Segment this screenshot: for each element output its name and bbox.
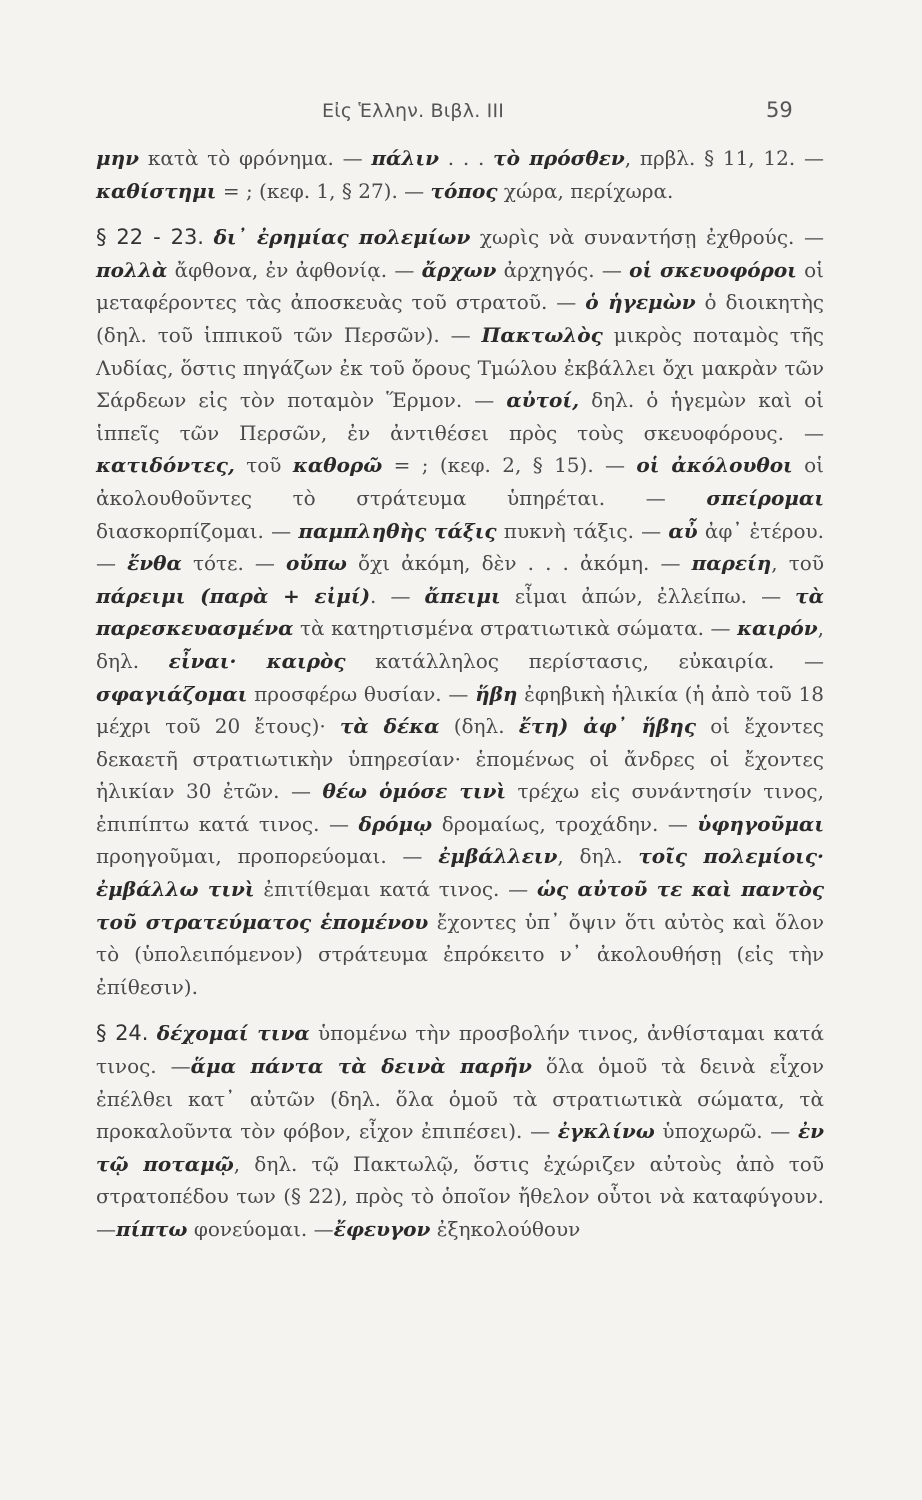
gloss-text: , τοῦ bbox=[771, 551, 824, 576]
lemma: παρείη bbox=[691, 551, 772, 576]
lemma: δέχομαί τινα bbox=[156, 1021, 310, 1046]
gloss-text: τοῦ bbox=[234, 453, 293, 478]
gloss-text: προσφέρω θυσίαν. — bbox=[247, 681, 476, 706]
gloss-text: , δηλ. bbox=[557, 844, 639, 869]
lemma: ἄπειμι bbox=[424, 583, 501, 608]
lemma: πίπτω bbox=[116, 1217, 188, 1241]
gloss-text: ἔχοντες ὑπ᾽ ὄψιν ὅτι αὐτὸς καὶ ὅλον τὸ (ὑπολειπόμενον) στράτευμα ἐπρόκειτο ν᾽ ἀκολουθήσῃ (εἰς τὴν ἐπίθεσιν). bbox=[96, 909, 824, 999]
lemma: τόπος bbox=[430, 178, 498, 203]
gloss-text: (δηλ. bbox=[439, 714, 519, 739]
lemma: δρόμῳ bbox=[358, 811, 433, 836]
lemma: τοῖς πολεμίοις· ἐμβάλλω τινὶ bbox=[96, 844, 824, 902]
gloss-text: , δηλ. τῷ Πακτωλῷ, ὅστις ἐχώριζεν αὐτοὺς ἀπὸ τοῦ στρατοπέδου των (§ 22), πρὸς τὸ ὁποῖον ἤθελον οὗτοι νὰ καταφύγουν. — bbox=[96, 1151, 824, 1241]
lemma: ἐν τῷ ποταμῷ bbox=[96, 1119, 824, 1176]
gloss-text: ὅλα ὁμοῦ τὰ δεινὰ εἶχον ἐπέλθει κατ᾽ αὐτῶν (δηλ. ὅλα ὁμοῦ τὰ στρατιωτικὰ σώματα, τὰ προκαλοῦντα τὸν φόβον, εἶχον ἐπιπέσει). — bbox=[96, 1054, 824, 1144]
lemma: αὐτοί, bbox=[506, 388, 580, 413]
gloss-text bbox=[148, 1021, 156, 1045]
gloss-text: = ; (κεφ. 1, § 27). — bbox=[216, 178, 431, 203]
gloss-text: δρομαίως, τροχάδην. — bbox=[432, 811, 698, 836]
lemma: οἱ ἀκόλουθοι bbox=[636, 453, 793, 478]
gloss-text: ὄχι ἀκόμη, δὲν . . . ἀκόμη. — bbox=[346, 551, 692, 576]
gloss-text: = ; (κεφ. 2, § 15). — bbox=[382, 453, 637, 478]
lemma: ὁ ἡγεμὼν bbox=[585, 290, 696, 315]
gloss-text: . . . bbox=[438, 146, 494, 170]
lemma: πάρειμι (παρὰ + εἰμί) bbox=[96, 583, 371, 608]
gloss-text: τρέχω εἰς συνάντησίν τινος, ἐπιπίπτω κατά τινος. — bbox=[96, 779, 824, 836]
section-number: § 24. bbox=[96, 1021, 149, 1046]
gloss-text: . — bbox=[370, 583, 425, 608]
lemma: οὔπω bbox=[286, 551, 347, 576]
lemma: ὡς αὐτοῦ τε καὶ παντὸς τοῦ στρατεύματος ἑπομένου bbox=[96, 877, 824, 934]
gloss-text: ἐπιτίθεμαι κατά τινος. — bbox=[254, 877, 537, 902]
lemma: σφαγιάζομαι bbox=[96, 681, 248, 706]
lemma: ἔτη) ἀφ᾽ ἥβης bbox=[518, 714, 697, 739]
lemma: θέω ὁμόσε τινὶ bbox=[322, 779, 507, 804]
paragraph-section-22-23 bbox=[96, 221, 824, 1003]
lemma: τὸ πρόσθεν bbox=[493, 146, 625, 170]
paragraph-section-24 bbox=[96, 1017, 824, 1245]
lemma: κατιδόντες, bbox=[96, 453, 235, 478]
gloss-text: ἀρχηγός. — bbox=[496, 257, 630, 282]
lemma: ἐγκλίνω bbox=[557, 1119, 655, 1144]
commentary-body bbox=[96, 142, 824, 1246]
page-number: 59 bbox=[766, 98, 793, 122]
lemma: ἐμβάλλειν bbox=[438, 844, 558, 869]
lemma: Πακτωλὸς bbox=[481, 322, 603, 347]
lemma: ἥβη bbox=[475, 681, 518, 706]
lemma: παμπληθὴς τάξις bbox=[298, 518, 497, 543]
lemma: καιρόν bbox=[737, 616, 818, 641]
lemma: εἶναι· καιρὸς bbox=[168, 648, 346, 673]
gloss-text: τὰ κατηρτισμένα στρατιωτικὰ σώματα. — bbox=[293, 616, 738, 641]
lemma: σπείρομαι bbox=[706, 485, 824, 510]
gloss-text: πυκνὴ τάξις. — bbox=[496, 518, 669, 543]
gloss-text: , δηλ. bbox=[96, 616, 824, 673]
gloss-text: κατὰ τὸ φρόνημα. — bbox=[139, 146, 372, 170]
lemma: πάλιν bbox=[371, 146, 439, 170]
gloss-text: προηγοῦμαι, προπορεύομαι. — bbox=[96, 844, 439, 869]
gloss-text: ἐξηκολούθουν bbox=[430, 1217, 581, 1241]
gloss-text: χωρὶς νὰ συναντήσῃ ἐχθρούς. — bbox=[470, 225, 824, 250]
gloss-text: , πρβλ. § 11, 12. — bbox=[624, 146, 824, 170]
page-header bbox=[0, 96, 922, 136]
lemma: ἄρχων bbox=[421, 257, 497, 282]
lemma: ἅμα πάντα τὰ δεινὰ παρῆν bbox=[190, 1054, 532, 1079]
gloss-text: φονεύομαι. — bbox=[187, 1217, 334, 1241]
lemma: πολλὰ bbox=[96, 257, 168, 282]
gloss-text: τότε. — bbox=[181, 551, 287, 576]
lemma: αὖ bbox=[668, 518, 698, 543]
lemma: δι᾽ ἐρημίας πολεμίων bbox=[213, 225, 471, 250]
lemma: καθορῶ bbox=[292, 453, 383, 478]
gloss-text: δηλ. ὁ ἡγεμὼν καὶ οἱ ἱππεῖς τῶν Περσῶν, ἐν ἀντιθέσει πρὸς τοὺς σκευοφόρους. — bbox=[96, 388, 824, 445]
lemma: καθίστημι bbox=[96, 178, 217, 203]
gloss-text: κατάλληλος περίστασις, εὐκαιρία. — bbox=[345, 648, 824, 673]
gloss-text: ὑποχωρῶ. — bbox=[654, 1119, 798, 1144]
gloss-text: οἱ μεταφέροντες τὰς ἀποσκευὰς τοῦ στρατοῦ. — bbox=[96, 257, 824, 315]
gloss-text: ὁ διοικητὴς (δηλ. τοῦ ἱππικοῦ τῶν Περσῶν). — bbox=[96, 290, 825, 347]
running-head: Εἰς Ἑλλην. Βιβλ. ΙΙΙ bbox=[322, 100, 505, 122]
gloss-text: μικρὸς ποταμὸς τῆς Λυδίας, ὅστις πηγάζων ἐκ τοῦ ὄρους Τμώλου ἐκβάλλει ὄχι μακρὰν τῶν Σάρδεων εἰς τὸν ποταμὸν Ἕρμον. — bbox=[96, 322, 825, 413]
paragraph-continuation bbox=[96, 142, 824, 207]
gloss-text: διασκορπίζομαι. — bbox=[96, 518, 299, 543]
gloss-text: ἐφηβικὴ ἡλικία (ἡ ἀπὸ τοῦ 18 μέχρι τοῦ 20 ἔτους)· bbox=[96, 681, 824, 739]
gloss-text: χώρα, περίχωρα. bbox=[497, 178, 674, 203]
gloss-text: ἀφ᾽ ἑτέρου. — bbox=[96, 518, 825, 576]
section-number: § 22 - 23. bbox=[96, 225, 204, 250]
gloss-text: ὑπομένω τὴν προσβολήν τινος, ἀνθίσταμαι κατά τινος. — bbox=[96, 1021, 825, 1079]
lemma: ἔφευγον bbox=[333, 1217, 431, 1241]
lemma: τὰ δέκα bbox=[339, 714, 440, 739]
gloss-text bbox=[204, 225, 214, 249]
gloss-text: οἱ ἀκολουθοῦντες τὸ στράτευμα ὑπηρέται. — bbox=[96, 453, 824, 510]
gloss-text: εἶμαι ἀπών, ἐλλείπω. — bbox=[500, 583, 796, 608]
lemma: ὑφηγοῦμαι bbox=[697, 811, 824, 836]
lemma: οἱ σκευοφόροι bbox=[629, 257, 797, 282]
gloss-text: ἄφθονα, ἐν ἀφθονίᾳ. — bbox=[167, 257, 422, 282]
lemma: τὰ παρεσκευασμένα bbox=[96, 583, 824, 641]
lemma: ἔνθα bbox=[127, 551, 182, 576]
gloss-text: οἱ ἔχοντες δεκαετῆ στρατιωτικὴν ὑπηρεσίαν· ἑπομένως οἱ ἄνδρες οἱ ἔχοντες ἡλικίαν 30 ἐτῶν. — bbox=[96, 714, 824, 804]
lemma: μην bbox=[96, 146, 140, 170]
